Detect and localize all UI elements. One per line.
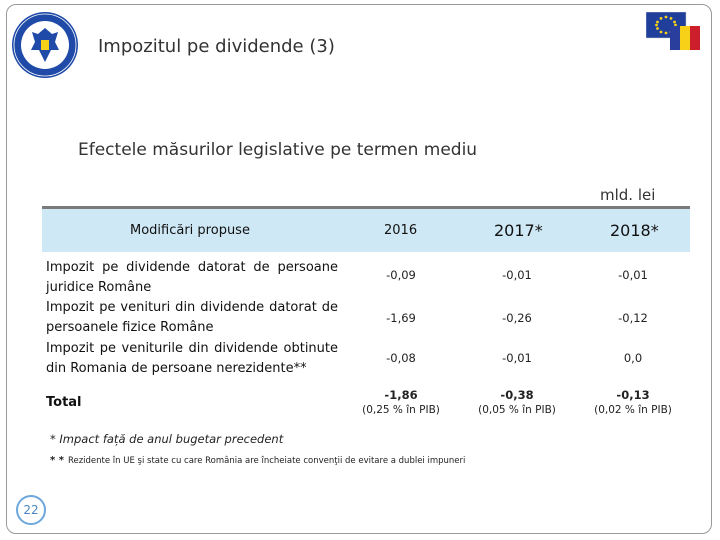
table-cell: -0,01 — [618, 268, 648, 282]
row-label-individuals: Impozit pe venituri din dividende datorat de persoanele fizice Române — [46, 300, 338, 335]
table-cell: -0,01 — [502, 268, 532, 282]
table-header — [42, 206, 690, 252]
total-pib-cell: (0,02 % în PIB) — [594, 404, 672, 416]
table-cell: -1,69 — [386, 311, 416, 325]
row-label-total: Total — [46, 395, 82, 410]
column-header-2016: 2016 — [384, 223, 418, 238]
page-title: Impozitul pe dividende (3) — [98, 36, 335, 57]
table-cell: -0,01 — [502, 351, 532, 365]
footnote-residents — [50, 455, 465, 466]
eu-romania-flags-icon — [646, 12, 710, 50]
total-cell: -1,86 — [384, 388, 418, 402]
table-cell: -0,08 — [386, 351, 416, 365]
total-cell: -0,38 — [500, 388, 534, 402]
table-cell: -0,12 — [618, 311, 648, 325]
footnote-stars: * * — [50, 455, 64, 466]
row-label-legal-entities: Impozit pe dividende datorat de persoane juridice Române — [46, 260, 338, 295]
table-cell: -0,26 — [502, 311, 532, 325]
unit-label: mld. lei — [600, 186, 656, 204]
total-cell: -0,13 — [616, 388, 650, 402]
footnote-impact: * Impact față de anul bugetar precedent — [50, 432, 284, 446]
column-header-2018: 2018* — [610, 221, 659, 240]
table-cell: -0,09 — [386, 268, 416, 282]
table-cell: 0,0 — [623, 351, 643, 365]
row-label-non-residents: Impozit pe veniturile din dividende obtinute din Romania de persoane nerezidente** — [46, 341, 338, 376]
footnote-residents-text: Rezidente în UE şi state cu care România are încheiate convenţii de evitare a dublei impuneri — [67, 456, 466, 466]
column-header-2017: 2017* — [494, 221, 543, 240]
column-header-changes: Modificări propuse — [130, 223, 250, 238]
page-number: 22 — [16, 495, 46, 525]
ministry-emblem-logo — [10, 10, 80, 80]
total-pib-cell: (0,25 % în PIB) — [362, 404, 440, 416]
total-pib-cell: (0,05 % în PIB) — [478, 404, 556, 416]
section-subtitle: Efectele măsurilor legislative pe termen mediu — [78, 140, 478, 160]
